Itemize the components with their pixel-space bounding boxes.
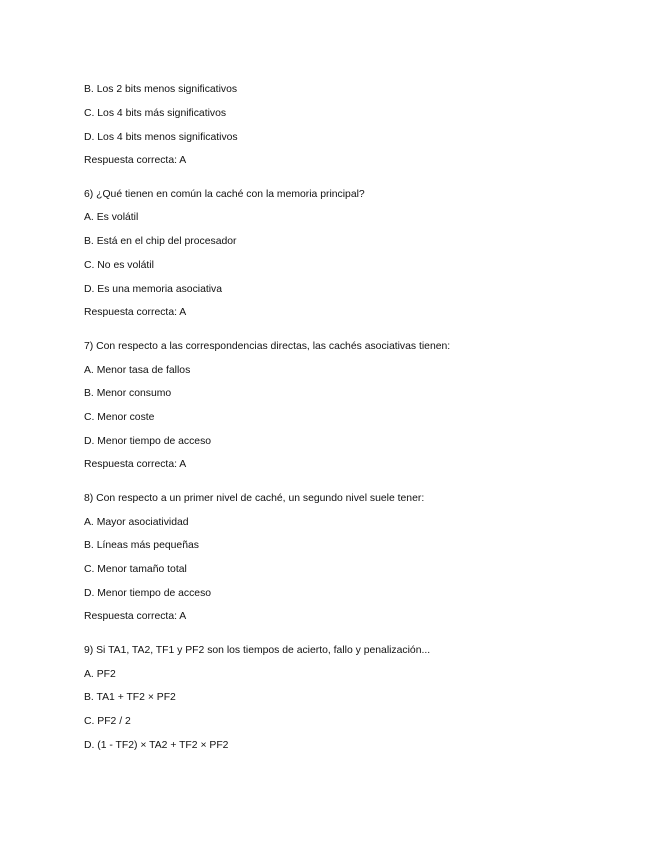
q9-option-b: B. TA1 + TF2 × PF2 <box>84 692 176 703</box>
q8-option-a: A. Mayor asociatividad <box>84 517 189 528</box>
q8-option-d: D. Menor tiempo de acceso <box>84 588 212 599</box>
q9-option-d: D. (1 - TF2) × TA2 + TF2 × PF2 <box>84 740 229 751</box>
q7-answer: Respuesta correcta: A <box>84 459 187 470</box>
q9-option-c: C. PF2 / 2 <box>84 716 131 727</box>
q6-option-a: A. Es volátil <box>84 212 139 223</box>
q6-option-b: B. Está en el chip del procesador <box>84 236 237 247</box>
q6-option-d: D. Es una memoria asociativa <box>84 284 223 295</box>
q7-option-a: A. Menor tasa de fallos <box>84 365 191 376</box>
q9-option-a: A. PF2 <box>84 669 116 680</box>
q5-option-d: D. Los 4 bits menos significativos <box>84 132 238 143</box>
q8-option-c: C. Menor tamaño total <box>84 564 187 575</box>
q5-answer: Respuesta correcta: A <box>84 155 187 166</box>
q7-option-c: C. Menor coste <box>84 412 155 423</box>
q7-question: 7) Con respecto a las correspondencias directas, las cachés asociativas tienen: <box>84 341 451 352</box>
q6-question: 6) ¿Qué tienen en común la caché con la memoria principal? <box>84 189 365 200</box>
q5-option-b: B. Los 2 bits menos significativos <box>84 84 238 95</box>
q9-question: 9) Si TA1, TA2, TF1 y PF2 son los tiempos de acierto, fallo y penalización... <box>84 645 431 656</box>
q6-option-c: C. No es volátil <box>84 260 154 271</box>
q6-answer: Respuesta correcta: A <box>84 307 187 318</box>
q8-answer: Respuesta correcta: A <box>84 611 187 622</box>
q5-option-c: C. Los 4 bits más significativos <box>84 108 227 119</box>
q8-option-b: B. Líneas más pequeñas <box>84 540 199 551</box>
q7-option-b: B. Menor consumo <box>84 388 172 399</box>
q8-question: 8) Con respecto a un primer nivel de caché, un segundo nivel suele tener: <box>84 493 425 504</box>
q7-option-d: D. Menor tiempo de acceso <box>84 436 212 447</box>
